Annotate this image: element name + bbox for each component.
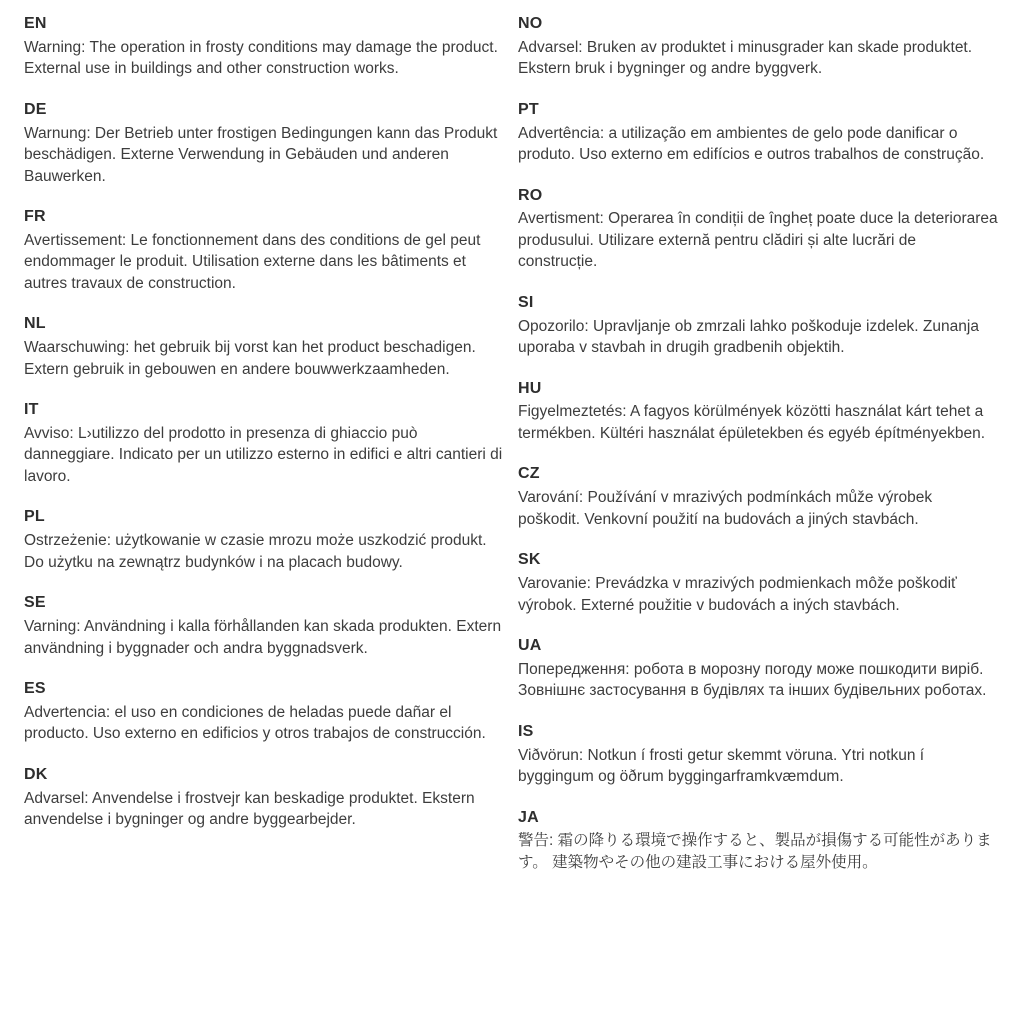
right-column [518, 14, 998, 894]
section-ro [518, 186, 998, 273]
language-code-en: EN [24, 15, 47, 32]
section-pl [24, 507, 504, 573]
section-no [518, 14, 998, 80]
section-ua [518, 636, 998, 702]
warning-text-dk: Advarsel: Anvendelse i frostvejr kan beskadige produktet. Ekstern anvendelse i bygninger og andre byggearbejder. [24, 789, 475, 829]
section-it [24, 400, 504, 487]
section-dk [24, 765, 504, 831]
language-code-it: IT [24, 401, 39, 419]
warning-text-it: Avviso: L›utilizzo del prodotto in presenza di ghiaccio può danneggiare. Indicato per un utilizzo esterno in edifici e altri cantieri di lavoro. [24, 424, 503, 485]
warning-text-pl: Ostrzeżenie: użytkowanie w czasie mrozu może uszkodzić produkt. Do użytku na zewnątrz budynków i na placach budowy. [24, 532, 487, 571]
warning-text-hu: Figyelmeztetés: A fagyos körülmények közötti használat kárt tehet a termékben. Kültéri használat épületekben és egyéb építményekben. [518, 403, 986, 442]
warning-text-si: Opozorilo: Upravljanje ob zmrzali lahko poškoduje izdelek. Zunanja uporaba v stavbah in drugih gradbenih objektih. [518, 317, 979, 357]
warning-text-se: Varning: Användning i kalla förhållanden kan skada produkten. Extern användning i byggnader och andra byggnadsverk. [24, 618, 502, 657]
language-code-si: SI [518, 293, 534, 311]
section-fr [24, 207, 504, 294]
warning-text-es: Advertencia: el uso en condiciones de heladas puede dañar el producto. Uso externo en edificios y otros trabajos de construcción. [24, 703, 486, 743]
section-nl [24, 314, 504, 380]
warning-text-sk: Varovanie: Prevádzka v mrazivých podmienkach môže poškodiť výrobok. Externé použitie v budovách a iných stavbách. [518, 575, 957, 614]
section-en [24, 14, 504, 80]
language-code-dk: DK [24, 765, 48, 783]
section-is [518, 722, 998, 788]
warning-text-ua: Попередження: робота в морозну погоду може пошкодити виріб. Зовнішнє застосування в будівлях та інших будівельних роботах. [518, 660, 987, 700]
warning-text-fr: Avertissement: Le fonctionnement dans des conditions de gel peut endommager le produit. Utilisation externe dans les bâtiments et autres travaux de construction. [24, 231, 481, 292]
language-code-cz: CZ [518, 465, 540, 483]
warning-text-is: Viðvörun: Notkun í frosti getur skemmt vöruna. Ytri notkun í byggingum og öðrum byggingarframkvæmdum. [518, 746, 925, 786]
section-si [518, 293, 998, 359]
language-code-ro: RO [518, 186, 543, 204]
warning-text-de: Warnung: Der Betrieb unter frostigen Bedingungen kann das Produkt beschädigen. Externe Verwendung in Gebäuden und anderen Bauwerken. [24, 124, 498, 185]
language-code-no: NO [518, 15, 543, 32]
language-code-pl: PL [24, 508, 45, 526]
section-hu [518, 379, 998, 445]
language-code-es: ES [24, 680, 46, 698]
section-ja [518, 808, 998, 875]
language-code-pt: PT [518, 100, 539, 118]
language-code-nl: NL [24, 315, 46, 333]
section-de [24, 100, 504, 187]
warning-text-pt: Advertência: a utilização em ambientes de gelo pode danificar o produto. Uso externo em edifícios e outros trabalhos de construção. [518, 124, 985, 164]
section-sk [518, 550, 998, 616]
section-es [24, 679, 504, 745]
language-code-ua: UA [518, 637, 542, 655]
language-code-is: IS [518, 722, 534, 740]
warning-text-en: Warning: The operation in frosty conditions may damage the product. External use in buildings and other construction works. [24, 38, 498, 78]
language-code-de: DE [24, 100, 47, 118]
section-se [24, 593, 504, 659]
left-column [24, 14, 504, 894]
warning-text-cz: Varování: Používání v mrazivých podmínkách může výrobek poškodit. Venkovní použití na budovách a jiných stavbách. [518, 489, 933, 528]
language-code-se: SE [24, 594, 46, 612]
warning-text-ro: Avertisment: Operarea în condiții de îngheț poate duce la deteriorarea produsului. Utilizare externă pentru clădiri și alte lucrări de construcție. [518, 210, 998, 271]
language-code-hu: HU [518, 379, 542, 397]
section-pt [518, 100, 998, 166]
language-code-fr: FR [24, 208, 46, 226]
warning-text-nl: Waarschuwing: het gebruik bij vorst kan het product beschadigen. Extern gebruik in gebouwen en andere bouwwerkzaamheden. [24, 339, 476, 378]
language-code-ja: JA [518, 808, 539, 826]
warning-text-no: Advarsel: Bruken av produktet i minusgrader kan skade produktet. Ekstern bruk i bygninger og andre byggverk. [518, 38, 973, 78]
section-cz [518, 464, 998, 530]
language-code-sk: SK [518, 551, 541, 569]
warning-text-ja: 警告: 霜の降りる環境で操作すると、製品が損傷する可能性があります。 建築物やその他の建設工事における屋外使用。 [518, 832, 992, 872]
